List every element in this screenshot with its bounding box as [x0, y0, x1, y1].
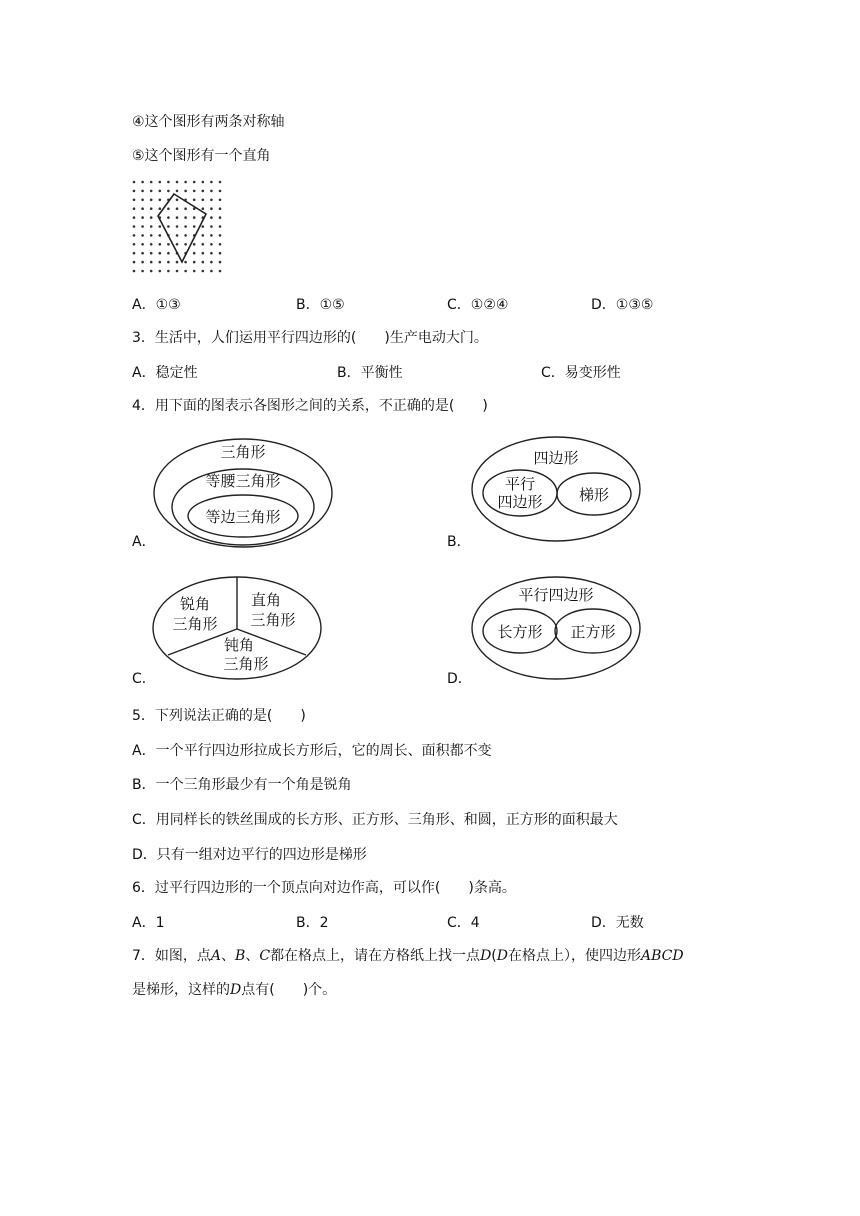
- q5-option-b[interactable]: B．一个三角形最少有一个角是锐角: [132, 777, 352, 793]
- grid-dot: [150, 181, 153, 184]
- grid-dot: [150, 234, 153, 237]
- grid-dot: [193, 270, 196, 273]
- grid-dot: [141, 243, 144, 246]
- grid-dot: [159, 181, 162, 184]
- q7-text: 在格点上），使四边形: [508, 948, 641, 964]
- q5-question: 5．下列说法正确的是( ): [132, 708, 306, 724]
- grid-dot: [176, 216, 179, 219]
- grid-dot: [176, 181, 179, 184]
- grid-dot: [210, 252, 213, 255]
- diagram-a-nested-triangles: [150, 433, 340, 551]
- diagram-c-acute-line1: 锐角: [179, 595, 211, 613]
- grid-dot: [167, 261, 170, 264]
- grid-dot: [141, 252, 144, 255]
- diagram-b-right-label: 梯形: [578, 486, 610, 504]
- grid-dot: [141, 234, 144, 237]
- grid-dot: [133, 270, 136, 273]
- diagram-c-right-line1: 直角: [250, 591, 282, 609]
- grid-dot: [210, 243, 213, 246]
- q2-option-b[interactable]: B．①⑤: [296, 297, 345, 313]
- grid-dot: [141, 207, 144, 210]
- q2-option-c[interactable]: C．①②④: [447, 297, 509, 313]
- grid-dot: [159, 207, 162, 210]
- grid-dot: [141, 216, 144, 219]
- q4-option-c[interactable]: C．: [132, 671, 156, 687]
- grid-dot: [184, 190, 187, 193]
- diagram-a-outer-label: 三角形: [220, 443, 266, 461]
- grid-dot: [150, 243, 153, 246]
- grid-dot: [210, 225, 213, 228]
- grid-dot: [210, 190, 213, 193]
- grid-dot: [176, 243, 179, 246]
- grid-dot: [193, 243, 196, 246]
- dot-grid-kite-figure: [128, 176, 228, 282]
- quadrilateral-abcd-label: ABCD: [641, 948, 684, 964]
- q7-text: 7．如图，点: [132, 948, 211, 964]
- q7-text: (: [491, 948, 497, 964]
- grid-dot: [150, 199, 153, 202]
- grid-dot: [193, 199, 196, 202]
- grid-dot: [176, 199, 179, 202]
- grid-dot: [167, 190, 170, 193]
- grid-dot: [176, 207, 179, 210]
- grid-dot: [210, 270, 213, 273]
- grid-dot: [133, 216, 136, 219]
- grid-dot: [193, 216, 196, 219]
- grid-dot: [176, 234, 179, 237]
- q5-option-c[interactable]: C．用同样长的铁丝围成的长方形、正方形、三角形、和圆，正方形的面积最大: [132, 812, 618, 828]
- diagram-d-parallelograms: [468, 573, 648, 685]
- grid-dot: [133, 252, 136, 255]
- grid-dot: [133, 181, 136, 184]
- diagram-c-triangle-types: [150, 573, 330, 683]
- grid-dot: [176, 261, 179, 264]
- point-d-label: D: [230, 982, 242, 998]
- grid-dot: [219, 199, 222, 202]
- grid-dot: [167, 207, 170, 210]
- grid-dot: [150, 270, 153, 273]
- grid-dot: [210, 261, 213, 264]
- grid-dot: [133, 243, 136, 246]
- grid-dot: [210, 234, 213, 237]
- grid-dot: [193, 181, 196, 184]
- grid-dot: [202, 225, 205, 228]
- diagram-d-right-label: 正方形: [570, 623, 616, 641]
- point-a-label: A: [210, 948, 222, 964]
- grid-dot: [159, 234, 162, 237]
- grid-dot: [202, 270, 205, 273]
- grid-dot: [133, 225, 136, 228]
- q4-option-b[interactable]: B．: [447, 534, 471, 550]
- grid-dot: [202, 234, 205, 237]
- grid-dot: [202, 252, 205, 255]
- grid-dot: [150, 252, 153, 255]
- statement-4: ④这个图形有两条对称轴: [132, 114, 285, 130]
- grid-dot: [202, 199, 205, 202]
- grid-dot: [133, 190, 136, 193]
- grid-dot: [133, 261, 136, 264]
- grid-dot: [141, 199, 144, 202]
- grid-dot: [167, 181, 170, 184]
- q6-question: 6．过平行四边形的一个顶点向对边作高，可以作( )条高。: [132, 880, 516, 896]
- grid-dot: [184, 243, 187, 246]
- grid-dot: [159, 225, 162, 228]
- q3-option-c[interactable]: C．易变形性: [541, 365, 621, 381]
- grid-dot: [193, 252, 196, 255]
- grid-dot: [141, 225, 144, 228]
- diagram-c-acute-line2: 三角形: [172, 615, 218, 633]
- grid-dot: [159, 243, 162, 246]
- grid-dot: [176, 190, 179, 193]
- grid-dot: [210, 216, 213, 219]
- q4-option-d[interactable]: D．: [447, 671, 472, 687]
- q6-option-d[interactable]: D．无数: [591, 915, 644, 931]
- grid-dot: [184, 270, 187, 273]
- grid-dot: [167, 252, 170, 255]
- grid-dot: [133, 234, 136, 237]
- q3-option-b[interactable]: B．平衡性: [337, 365, 403, 381]
- point-d-label: D: [496, 948, 508, 964]
- kite-shape: [158, 194, 206, 262]
- grid-dot: [202, 190, 205, 193]
- diagram-b-left-line1: 平行: [504, 475, 536, 493]
- diagram-c-right-line2: 三角形: [250, 611, 296, 629]
- grid-dot: [219, 261, 222, 264]
- grid-dot: [141, 190, 144, 193]
- grid-dot: [184, 261, 187, 264]
- q2-option-d[interactable]: D．①③⑤: [591, 297, 654, 313]
- q7-separator: 、: [221, 948, 236, 964]
- grid-dot: [141, 181, 144, 184]
- grid-dot: [219, 216, 222, 219]
- q4-option-a[interactable]: A．: [132, 534, 156, 550]
- grid-dot: [159, 190, 162, 193]
- grid-dot: [219, 190, 222, 193]
- point-b-label: B: [235, 948, 246, 964]
- statement-5: ⑤这个图形有一个直角: [132, 148, 271, 164]
- grid-dot: [150, 216, 153, 219]
- q5-option-d[interactable]: D．只有一组对边平行的四边形是梯形: [132, 847, 367, 863]
- q6-option-b[interactable]: B．2: [296, 915, 329, 931]
- grid-dot: [202, 261, 205, 264]
- diagram-a-middle-label: 等腰三角形: [205, 472, 281, 490]
- grid-dot: [219, 234, 222, 237]
- grid-dot: [210, 199, 213, 202]
- grid-dot: [219, 243, 222, 246]
- diagram-c-obtuse-line1: 钝角: [223, 636, 255, 654]
- grid-dot: [219, 207, 222, 210]
- grid-dot: [202, 207, 205, 210]
- point-d-label: D: [480, 948, 492, 964]
- grid-dot: [150, 261, 153, 264]
- grid-dot: [133, 199, 136, 202]
- grid-dot: [184, 216, 187, 219]
- diagram-d-outer-label: 平行四边形: [518, 586, 594, 604]
- grid-dot: [159, 261, 162, 264]
- q4-question: 4．用下面的图表示各图形之间的关系，不正确的是( ): [132, 398, 488, 414]
- grid-dot: [219, 181, 222, 184]
- q3-question: 3．生活中，人们运用平行四边形的( )生产电动大门。: [132, 330, 488, 346]
- grid-dot: [150, 207, 153, 210]
- q3-option-a[interactable]: A．稳定性: [132, 365, 198, 381]
- grid-dot: [184, 234, 187, 237]
- q6-option-c[interactable]: C．4: [447, 915, 480, 931]
- grid-dot: [176, 270, 179, 273]
- grid-dot: [167, 270, 170, 273]
- diagram-b-left-line2: 四边形: [497, 493, 543, 511]
- grid-dot: [176, 225, 179, 228]
- diagram-c-obtuse-line2: 三角形: [223, 655, 269, 673]
- grid-dot: [219, 252, 222, 255]
- grid-dot: [159, 270, 162, 273]
- diagram-b-outer-label: 四边形: [533, 449, 579, 467]
- diagram-a-inner-label: 等边三角形: [205, 508, 281, 526]
- q7-text: 是梯形，这样的: [132, 982, 230, 998]
- grid-dot: [193, 225, 196, 228]
- grid-dot: [167, 225, 170, 228]
- q7-question-line1: [132, 947, 684, 965]
- grid-dot: [193, 261, 196, 264]
- grid-dot: [167, 243, 170, 246]
- grid-dot: [184, 181, 187, 184]
- q7-question-line2: [132, 981, 336, 999]
- grid-dot: [210, 207, 213, 210]
- grid-dot: [150, 190, 153, 193]
- grid-dot: [141, 261, 144, 264]
- grid-dot: [202, 243, 205, 246]
- grid-dot: [167, 216, 170, 219]
- diagram-b-quadrilaterals: [468, 433, 648, 543]
- grid-dot: [202, 181, 205, 184]
- q2-option-a[interactable]: A．①③: [132, 297, 181, 313]
- grid-dot: [184, 207, 187, 210]
- grid-dot: [141, 270, 144, 273]
- q5-option-a[interactable]: A．一个平行四边形拉成长方形后，它的周长、面积都不变: [132, 743, 492, 759]
- q7-separator: 、: [245, 948, 260, 964]
- q6-option-a[interactable]: A．1: [132, 915, 165, 931]
- grid-dot: [159, 252, 162, 255]
- grid-dot: [150, 225, 153, 228]
- grid-dot: [219, 225, 222, 228]
- grid-dot: [210, 181, 213, 184]
- grid-dot: [219, 270, 222, 273]
- point-c-label: C: [259, 948, 271, 964]
- diagram-d-left-label: 长方形: [497, 623, 543, 641]
- grid-dot: [159, 199, 162, 202]
- grid-dot: [193, 190, 196, 193]
- grid-dot: [184, 225, 187, 228]
- grid-dot: [133, 207, 136, 210]
- q7-text: 都在格点上，请在方格纸上找一点: [270, 948, 481, 964]
- q7-text: 点有( )个。: [241, 982, 337, 998]
